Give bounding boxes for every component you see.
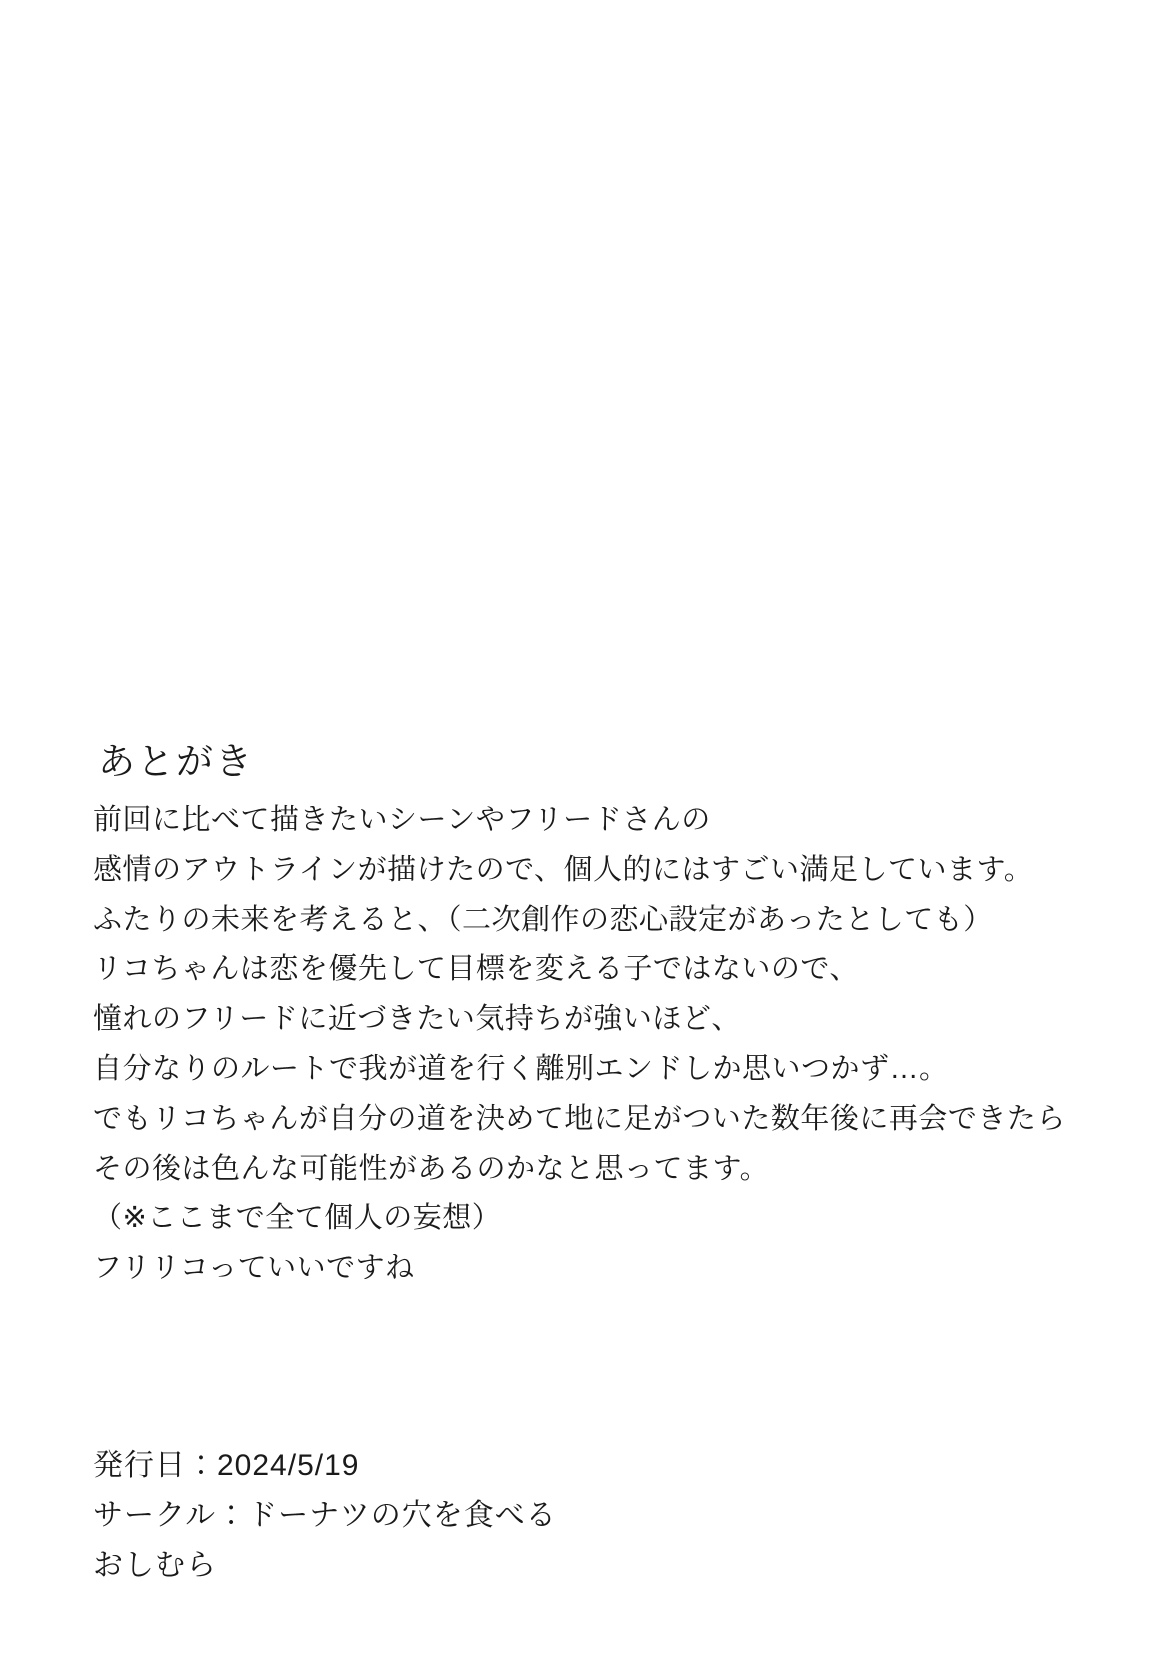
body-line: リコちゃんは恋を優先して目標を変える子ではないので、 — [93, 953, 859, 986]
body-line: フリリコっていいですね — [93, 1252, 415, 1285]
circle-name: サークル：ドーナツの穴を食べる — [93, 1499, 557, 1532]
publish-date: 発行日：2024/5/19 — [93, 1449, 360, 1482]
body-line: ふたりの未来を考えると、（二次創作の恋心設定があったとしても） — [93, 903, 993, 936]
body-line: 感情のアウトラインが描けたので、個人的にはすごい満足しています。 — [93, 853, 1034, 886]
body-line: その後は色んな可能性があるのかなと思ってます。 — [93, 1152, 770, 1185]
body-line: でもリコちゃんが自分の道を決めて地に足がついた数年後に再会できたら — [93, 1102, 1066, 1135]
author-name: おしむら — [93, 1549, 217, 1582]
afterword-body — [93, 796, 1093, 1294]
colophon — [93, 1441, 893, 1591]
body-line: 前回に比べて描きたいシーンやフリードさんの — [93, 804, 711, 836]
body-line: 自分なりのルートで我が道を行く離別エンドしか思いつかず…。 — [93, 1052, 949, 1085]
body-line: （※ここまで全て個人の妄想） — [93, 1202, 502, 1235]
afterword-title: あとがき — [98, 740, 254, 782]
body-line: 憧れのフリードに近づきたい気持ちが強いほど、 — [93, 1003, 741, 1036]
